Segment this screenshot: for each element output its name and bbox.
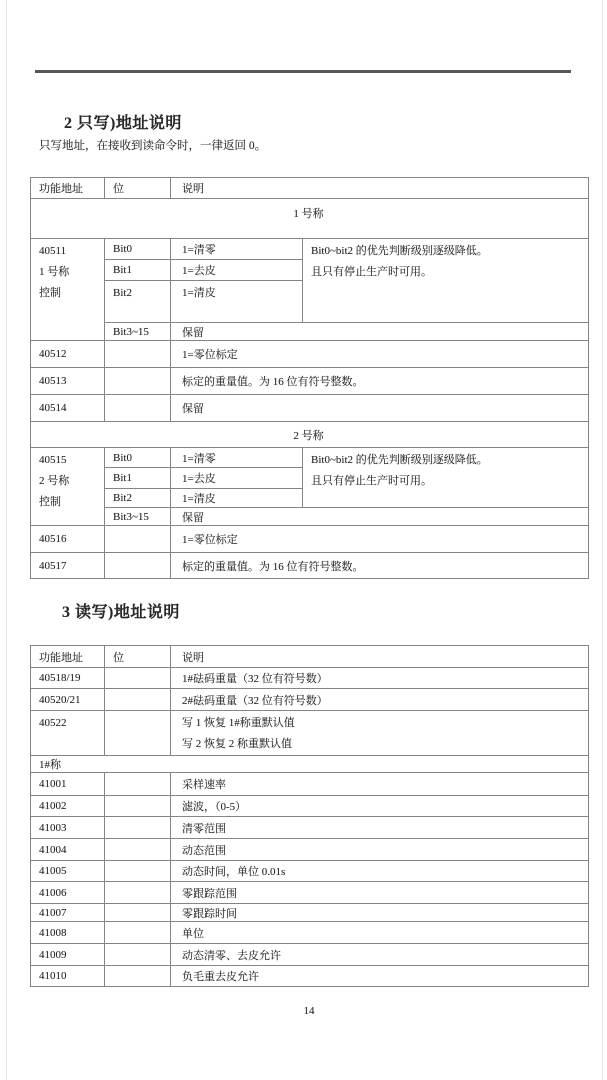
bit-cell: Bit3~15	[105, 508, 171, 526]
bit-cell: Bit0	[105, 239, 171, 260]
table-row	[31, 966, 589, 987]
description-cell: 1=去皮	[171, 468, 303, 489]
header-cell-address: 功能地址	[31, 178, 105, 199]
table-row	[31, 861, 589, 882]
description-cell: 1=清零	[171, 448, 303, 468]
group-title-cell: 1 号称	[31, 199, 589, 239]
bit-cell-empty	[105, 817, 171, 839]
address-cell: 41009	[31, 944, 105, 966]
description-cell: 零跟踪范围	[171, 882, 589, 904]
address-control-cell	[31, 448, 105, 526]
address-line: 1 号称	[39, 266, 70, 278]
group-row-scale1	[31, 756, 589, 773]
address-cell: 41004	[31, 839, 105, 861]
description-cell: 标定的重量值。为 16 位有符号整数。	[171, 553, 589, 579]
table-row	[31, 668, 589, 689]
bit-cell: Bit1	[105, 260, 171, 281]
write-only-intro-text: 只写地址，在接收到读命令时，一律返回 0。	[39, 140, 267, 152]
description-cell: 负毛重去皮允许	[171, 966, 589, 987]
table-row	[31, 508, 589, 526]
header-cell-address: 功能地址	[31, 646, 105, 668]
table-row	[31, 839, 589, 861]
bit-cell: Bit2	[105, 489, 171, 508]
bit-cell: Bit1	[105, 468, 171, 489]
table-row	[31, 796, 589, 817]
bit-cell-empty	[105, 922, 171, 944]
table-row	[31, 882, 589, 904]
bit-cell-empty	[105, 944, 171, 966]
bit-cell-empty	[105, 341, 171, 368]
address-cell: 40512	[31, 341, 105, 368]
table-header-row	[31, 646, 589, 668]
address-cell: 40518/19	[31, 668, 105, 689]
page-number: 14	[303, 1005, 315, 1017]
bit-cell: Bit0	[105, 448, 171, 468]
description-cell: 标定的重量值。为 16 位有符号整数。	[171, 368, 589, 395]
bit-cell-empty	[105, 526, 171, 553]
description-cell: 滤波，（0-5）	[171, 796, 589, 817]
description-cell: 单位	[171, 922, 589, 944]
description-cell: 保留	[171, 323, 589, 341]
address-cell: 40514	[31, 395, 105, 422]
bit-cell-empty	[105, 711, 171, 756]
address-cell: 41007	[31, 904, 105, 922]
address-line: 控制	[39, 496, 61, 508]
table-row	[31, 341, 589, 368]
group-row-scale2	[31, 422, 589, 448]
description-cell: 1=清皮	[171, 281, 303, 323]
address-cell: 40522	[31, 711, 105, 756]
description-cell: 零跟踪时间	[171, 904, 589, 922]
table-row	[31, 711, 589, 756]
address-line: 40515	[39, 454, 67, 466]
table-row	[31, 944, 589, 966]
table-row	[31, 395, 589, 422]
address-cell: 41001	[31, 773, 105, 796]
header-cell-description: 说明	[171, 646, 589, 668]
bit-cell-empty	[105, 668, 171, 689]
description-cell: 动态时间，单位 0.01s	[171, 861, 589, 882]
bit-cell-empty	[105, 796, 171, 817]
address-cell: 40516	[31, 526, 105, 553]
description-cell: 动态范围	[171, 839, 589, 861]
table-row	[31, 368, 589, 395]
bit-cell-empty	[105, 395, 171, 422]
address-line: 40511	[39, 245, 67, 257]
address-control-cell	[31, 239, 105, 341]
note-line: Bit0~bit2 的优先判断级别逐级降低。	[311, 245, 488, 257]
table-row	[31, 526, 589, 553]
section-heading-read-write: 3 读写)地址说明	[62, 604, 180, 621]
read-write-address-table	[30, 645, 589, 987]
description-cell: 1=清零	[171, 239, 303, 260]
description-cell: 1=零位标定	[171, 341, 589, 368]
description-cell: 采样速率	[171, 773, 589, 796]
table-row	[31, 689, 589, 711]
table-row	[31, 239, 589, 260]
bit-cell-empty	[105, 904, 171, 922]
note-line: Bit0~bit2 的优先判断级别逐级降低。	[311, 454, 488, 466]
note-cell	[303, 448, 589, 508]
header-cell-bit: 位	[105, 178, 171, 199]
bit-cell-empty	[105, 882, 171, 904]
address-cell: 40520/21	[31, 689, 105, 711]
bit-cell-empty	[105, 839, 171, 861]
header-rule	[35, 70, 571, 73]
table-row	[31, 922, 589, 944]
bit-cell: Bit2	[105, 281, 171, 323]
description-cell: 1=去皮	[171, 260, 303, 281]
note-line: 且只有停止生产时可用。	[311, 266, 432, 278]
bit-cell-empty	[105, 861, 171, 882]
address-cell: 41006	[31, 882, 105, 904]
bit-cell-empty	[105, 553, 171, 579]
description-cell: 1=清皮	[171, 489, 303, 508]
address-cell: 40517	[31, 553, 105, 579]
description-cell: 1=零位标定	[171, 526, 589, 553]
page-edge-right	[602, 0, 603, 1080]
page-edge-left	[6, 0, 7, 1080]
description-cell: 2#砝码重量（32 位有符号数）	[171, 689, 589, 711]
table-row	[31, 448, 589, 468]
section-heading-write-only: 2 只写)地址说明	[64, 115, 182, 132]
address-cell: 41010	[31, 966, 105, 987]
description-cell: 保留	[171, 395, 589, 422]
address-cell: 40513	[31, 368, 105, 395]
group-row-scale1	[31, 199, 589, 239]
table-row	[31, 817, 589, 839]
header-cell-description: 说明	[171, 178, 589, 199]
bit-cell-empty	[105, 966, 171, 987]
bit-cell-empty	[105, 368, 171, 395]
note-cell	[303, 239, 589, 323]
description-cell: 1#砝码重量（32 位有符号数）	[171, 668, 589, 689]
address-cell: 41003	[31, 817, 105, 839]
description-cell: 清零范围	[171, 817, 589, 839]
address-cell: 41002	[31, 796, 105, 817]
description-line: 写 2 恢复 2 称重默认值	[182, 738, 292, 750]
table-row	[31, 553, 589, 579]
table-row	[31, 323, 589, 341]
description-cell	[171, 711, 589, 756]
header-cell-bit: 位	[105, 646, 171, 668]
table-header-row	[31, 178, 589, 199]
note-line: 且只有停止生产时可用。	[311, 475, 432, 487]
group-title-cell: 2 号称	[31, 422, 589, 448]
bit-cell-empty	[105, 689, 171, 711]
address-line: 2 号称	[39, 475, 70, 487]
address-cell: 41008	[31, 922, 105, 944]
table-row	[31, 904, 589, 922]
description-cell: 保留	[171, 508, 589, 526]
description-cell: 动态清零、去皮允许	[171, 944, 589, 966]
table-row	[31, 773, 589, 796]
description-line: 写 1 恢复 1#称重默认值	[182, 717, 295, 729]
bit-cell-empty	[105, 773, 171, 796]
bit-cell: Bit3~15	[105, 323, 171, 341]
address-line: 控制	[39, 287, 61, 299]
address-cell: 41005	[31, 861, 105, 882]
group-title-cell: 1#称	[31, 756, 589, 773]
write-only-address-table	[30, 177, 589, 579]
